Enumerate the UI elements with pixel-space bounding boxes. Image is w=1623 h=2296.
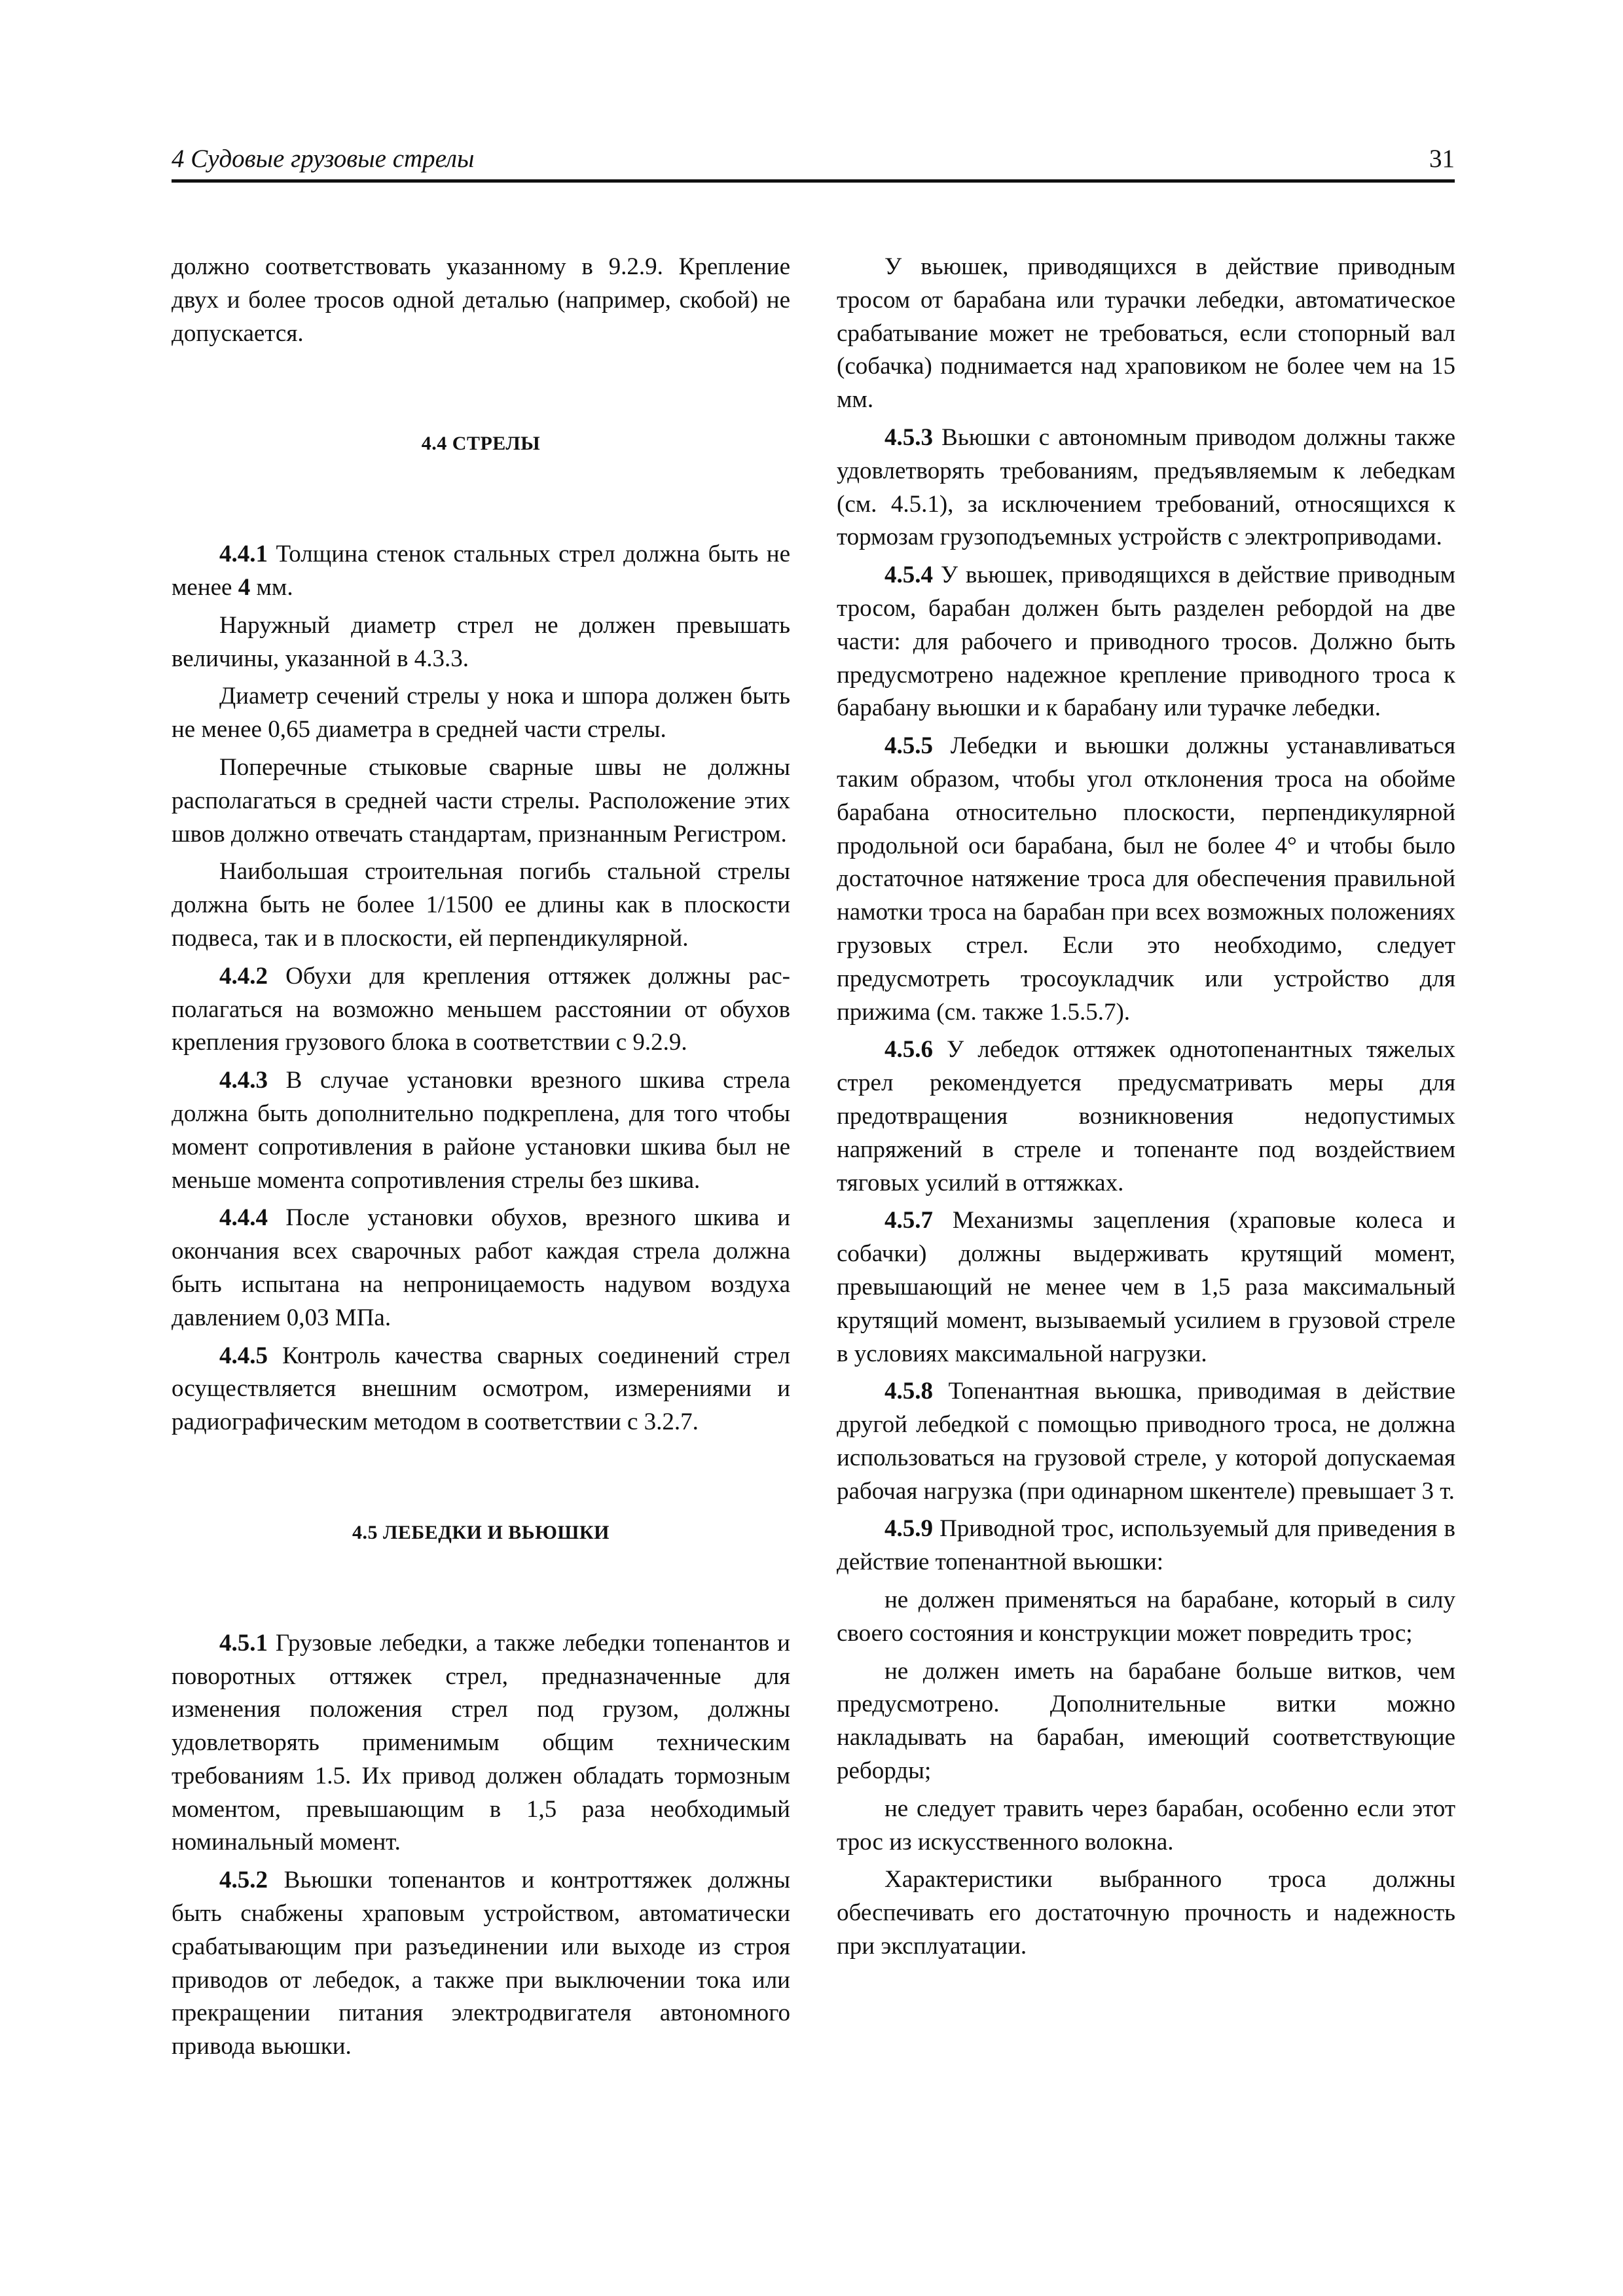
paragraph-4-5-9: 4.5.9 Приводной трос, используемый для приведения в действие топенантной вьюшки: — [837, 1515, 1455, 1576]
section-heading-4-5: 4.5 ЛЕБЕДКИ И ВЬЮШКИ — [352, 1521, 610, 1543]
list-item-2: не должен иметь на барабане больше витков, чем предусмотрено. Дополнительные витки можно накладывать на барабан, имеющий соответствующие реборды; — [837, 1657, 1455, 1785]
paragraph-welds: Поперечные стыковые сварные швы не должны располагаться в средней части стрелы. Расположение этих швов должно отвечать стандартам, признанным Регистром. — [172, 753, 790, 848]
paragraph-rope-characteristics: Характеристики выбранного троса должны обеспечивать его достаточную прочность и надежность при эксплуатации. — [837, 1866, 1455, 1960]
chapter-title: 4 Судовые грузовые стрелы — [172, 145, 475, 173]
paragraph-4-5-6: 4.5.6 У лебедок оттяжек однотопенантных тяжелых стрел рекомендуется предусматривать меры для предотвращения возникновения недопустимых напряжений в стреле и топенанте под воздействием тяговых усилий в оттяжках. — [837, 1036, 1455, 1196]
paragraph-4-5-7: 4.5.7 Механизмы зацепления (храповые колеса и собачки) должны выдерживать крутящий момент, превышающий не менее чем в 1,5 раза максимальный крутящий момент, вызываемый усилием в грузовой стреле в условиях максимальной нагрузки. — [837, 1207, 1455, 1367]
clause-number: 4.5.6 — [884, 1036, 933, 1064]
paragraph-continuation: должно соответствовать указанному в 9.2.9. Крепление двух и более тросов одной деталью (например, скобой) не допускается. — [172, 253, 790, 347]
paragraph-4-5-8: 4.5.8 Топенантная вьюшка, приводимая в действие другой лебедкой с помощью приводного троса, не должна использоваться на грузовой стреле, у которой допускаемая рабочая нагрузка (при одинарном шкентеле) превышает 3 т. — [837, 1378, 1455, 1505]
paragraph-4-5-5: 4.5.5 Лебедки и вьюшки должны устанавливаться таким образом, чтобы угол отклонения троса на обойме барабана относительно плоскости, перпендикулярной продольной оси барабана, был не более 4° и чтобы было достаточное натяжение троса для обеспечения правильной намотки троса на барабан при всех возможных положениях грузовых стрел. Если это необходимо, следует предусмотреть тросоукладчик или устройство для прижима (см. также 1.5.5.7). — [837, 732, 1455, 1026]
clause-number: 4.5.5 — [884, 732, 933, 760]
clause-number: 4.5.9 — [884, 1515, 933, 1543]
clause-number: 4.4.4 — [219, 1204, 268, 1232]
paragraph-4-4-3: 4.4.3 В случае установки врезного шкива стрела должна быть дополнительно подкреплена, для того чтобы момент сопротивления в районе установки шкива был не меньше момента сопротивления стрелы без шкива. — [172, 1067, 790, 1194]
clause-number: 4.4.5 — [219, 1342, 268, 1369]
paragraph-4-4-4: 4.4.4 После установки обухов, врезного шкива и окончания всех сварочных работ каждая стрела должна быть испытана на непроницаемость надувом воздуха давлением 0,03 МПа. — [172, 1204, 790, 1331]
list-item-3: не следует травить через барабан, особенно если этот трос из искусственного волокна. — [837, 1795, 1455, 1856]
paragraph-4-5-2: 4.5.2 Вьюшки топенантов и контроттяжек должны быть снабжены храповым устройством, автоматически срабатывающим при разъединении или выходе из строя приводов от лебедок, а также при выключении тока или прекращении питания электродвигателя автономного привода вьюшки. — [172, 1867, 790, 2060]
list-item-1: не должен применяться на барабане, который в силу своего состояния и конструкции может повредить трос; — [837, 1587, 1455, 1647]
clause-number: 4.5.7 — [884, 1207, 933, 1234]
paragraph-4-4-2: 4.4.2 Обухи для крепления оттяжек должны располагаться на возможно меньшем расстоянии от обухов крепления грузового блока в соответствии с 9.2.9. — [172, 962, 790, 1056]
paragraph-4-5-1: 4.5.1 Грузовые лебедки, а также лебедки топенантов и поворотных оттяжек стрел, предназначенные для изменения положения стрел под грузом, должны удовлетворять применимым общим техническим требованиям 1.5. Их привод должен обладать тормозным моментом, превышающим в 1,5 раза необходимый номинальный момент. — [172, 1629, 790, 1856]
left-column — [172, 251, 790, 2068]
clause-number: 4.5.8 — [884, 1378, 933, 1405]
right-column — [837, 251, 1455, 1968]
clause-number: 4.5.4 — [884, 562, 933, 589]
paragraph-4-5-3: 4.5.3 Вьюшки с автономным приводом должны также удовлетворять требованиям, предъявляемым к лебедкам (см. 4.5.1), за исключением требований, относящихся к тормозам грузоподъемных устройств с электроприводами. — [837, 423, 1455, 551]
clause-number: 4.5.3 — [884, 423, 933, 451]
paragraph-diameter: Наружный диаметр стрел не должен превышать величины, указанной в 4.3.3. — [172, 611, 790, 672]
clause-number: 4.4.3 — [219, 1067, 268, 1094]
section-heading-4-4: 4.4 СТРЕЛЫ — [421, 433, 541, 455]
clause-number: 4.4.1 — [219, 541, 268, 568]
clause-number: 4.4.2 — [219, 962, 268, 990]
paragraph-deflection: Наибольшая строительная погибь стальной стрелы должна быть не более 1/1500 ее длины как в плоскости подвеса, так и в плоскости, ей перпендикулярной. — [172, 858, 790, 952]
paragraph-winches-drive: У вьюшек, приводящихся в действие приводным тросом от барабана или турачки лебедки, автоматическое срабатывание может не требоваться, если стопорный вал (собачка) поднимается над храповиком не более чем на 15 мм. — [837, 253, 1455, 414]
running-header — [172, 143, 1455, 183]
clause-number: 4.5.1 — [219, 1629, 268, 1657]
paragraph-4-5-4: 4.5.4 У вьюшек, приводящихся в действие приводным тросом, барабан должен быть разделен ребордой на две части: для рабочего и приводного тросов. Должно быть предусмотрено надежное крепление приводного троса к барабану вьюшки и к барабану или турачке лебедки. — [837, 562, 1455, 722]
paragraph-4-4-5: 4.4.5 Контроль качества сварных соединений стрел осуществляется внешним осмотром, измерениями и радиографическим методом в соответствии с 3.2.7. — [172, 1342, 790, 1436]
page-number: 31 — [1429, 145, 1455, 173]
paragraph-4-4-1: 4.4.1 Толщина стенок стальных стрел должна быть не менее 4 мм. — [172, 541, 790, 601]
paragraph-section: Диаметр сечений стрелы у нока и шпора должен быть не менее 0,65 диаметра в средней части стрелы. — [172, 683, 790, 744]
clause-number: 4.5.2 — [219, 1867, 268, 1894]
